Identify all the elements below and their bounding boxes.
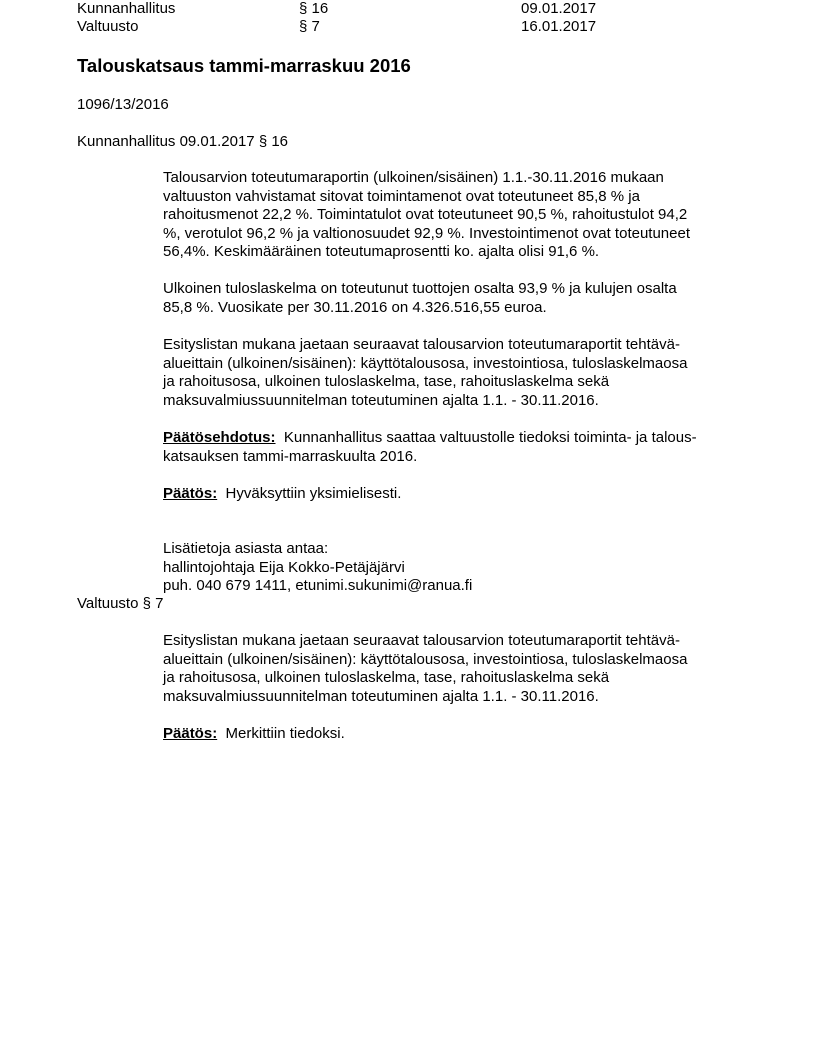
proposal-label: Päätösehdotus: — [163, 429, 276, 446]
text-line: ja rahoitusosa, ulkoinen tuloslaskelma, tase, rahoituslaskelma sekä — [163, 669, 610, 686]
page-title: Talouskatsaus tammi-marraskuu 2016 — [77, 55, 411, 76]
council-decision — [163, 725, 738, 744]
header-row-council — [77, 18, 777, 36]
text-line: valtuuston vahvistamat sitovat toimintamenot ovat toteutuneet 85,8 % ja — [163, 187, 640, 205]
text-line: ja rahoitusosa, ulkoinen tuloslaskelma, tase, rahoituslaskelma sekä — [163, 373, 610, 390]
board-proposal — [163, 429, 738, 466]
text-line: Esityslistan mukana jaetaan seuraavat talousarvion toteutumaraportit tehtävä- — [163, 336, 680, 353]
text-line: Lisätietoja asiasta antaa: — [163, 540, 329, 557]
board-paragraph-budget — [163, 169, 738, 262]
proposal-text: Kunnanhallitus saattaa valtuustolle tiedoksi toiminta- ja talous- — [283, 429, 697, 446]
decision-label: Päätös: — [163, 725, 218, 742]
text-line: maksuvalmiussuunnitelman toteutuminen ajalta 1.1. - 30.11.2016. — [163, 687, 599, 705]
text-line: Esityslistan mukana jaetaan seuraavat talousarvion toteutumaraportit tehtävä- — [163, 632, 680, 649]
text-line: Talousarvion toteutumaraportin (ulkoinen/sisäinen) 1.1.-30.11.2016 mukaan — [163, 169, 664, 186]
text-line: katsauksen tammi-marraskuulta 2016. — [163, 447, 418, 465]
header-row-board — [77, 0, 777, 18]
text-line: 56,4%. Keskimääräinen toteutumaprosentti ko. ajalta olisi 91,6 %. — [163, 243, 600, 260]
board-paragraph-income — [163, 280, 738, 317]
text-line — [163, 725, 738, 744]
board-heading: Kunnanhallitus 09.01.2017 § 16 — [77, 133, 289, 150]
header-date: 16.01.2017 — [521, 18, 597, 35]
decision-label: Päätös: — [163, 485, 218, 502]
decision-text: Merkittiin tiedoksi. — [225, 725, 345, 742]
text-line: rahoitusmenot 22,2 %. Toimintatulot ovat toteutuneet 90,5 %, rahoitustulot 94,2 — [163, 206, 688, 223]
header-body: Kunnanhallitus — [77, 0, 176, 17]
text-line: alueittain (ulkoinen/sisäinen): käyttötalousosa, investointiosa, tuloslaskelmaosa — [163, 354, 688, 372]
council-heading: Valtuusto § 7 — [77, 595, 164, 612]
reference-number: 1096/13/2016 — [77, 96, 169, 113]
text-line: 85,8 %. Vuosikate per 30.11.2016 on 4.326.516,55 euroa. — [163, 298, 547, 316]
council-paragraph-reports — [163, 632, 738, 706]
decision-text: Hyväksyttiin yksimielisesti. — [225, 485, 402, 502]
text-line: alueittain (ulkoinen/sisäinen): käyttötalousosa, investointiosa, tuloslaskelmaosa — [163, 650, 688, 668]
header-body: Valtuusto — [77, 18, 139, 35]
text-line: %, verotulot 96,2 % ja valtionosuudet 92,9 %. Investointimenot ovat toteutuneet — [163, 224, 690, 242]
header-section: § 7 — [299, 18, 320, 35]
header-date: 09.01.2017 — [521, 0, 597, 17]
text-line — [163, 485, 738, 504]
text-line: puh. 040 679 1411, etunimi.sukunimi@ranua.fi — [163, 577, 473, 594]
text-line: hallintojohtaja Eija Kokko-Petäjäjärvi — [163, 558, 405, 576]
text-line — [163, 429, 738, 448]
text-line: maksuvalmiussuunnitelman toteutuminen ajalta 1.1. - 30.11.2016. — [163, 391, 599, 409]
text-line: Ulkoinen tuloslaskelma on toteutunut tuottojen osalta 93,9 % ja kulujen osalta — [163, 280, 677, 297]
board-decision — [163, 485, 738, 504]
header-section: § 16 — [299, 0, 329, 17]
board-paragraph-reports — [163, 336, 738, 410]
contact-info — [163, 540, 738, 596]
